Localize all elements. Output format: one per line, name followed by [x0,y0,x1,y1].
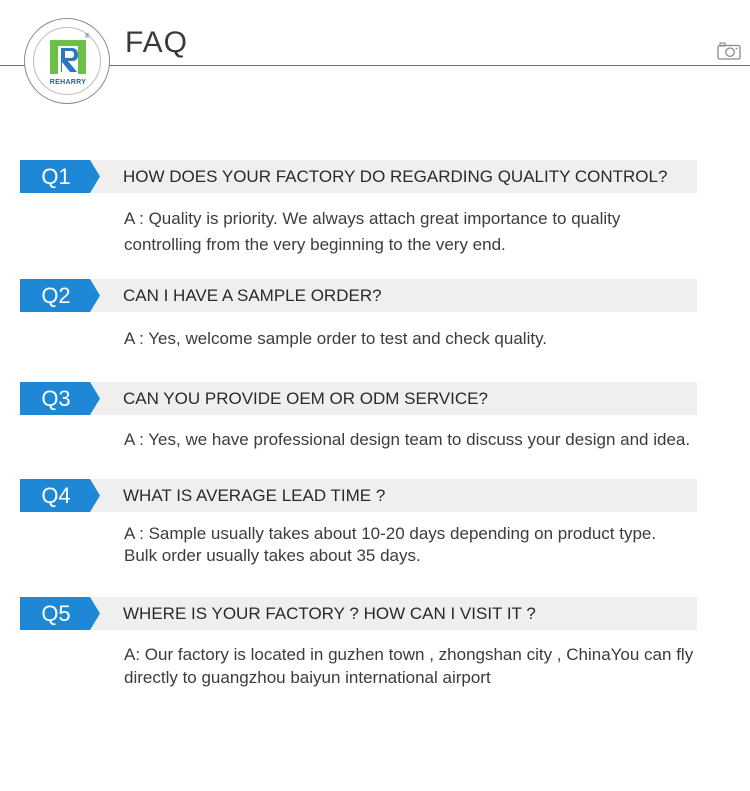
logo-text: REHARRY [49,79,87,86]
answer-line: A : Yes, welcome sample order to test and check quality. [124,329,548,348]
question-tag [20,160,100,193]
page-title: FAQ [125,26,189,59]
question-tag [20,279,100,312]
answer-text [124,327,724,351]
question-number: Q4 [41,483,71,508]
answer-line: A: Our factory is located in guzhen town , zhongshan city , ChinaYou can fly [124,645,694,664]
question-text: CAN YOU PROVIDE OEM OR ODM SERVICE? [123,389,488,408]
question-number: Q2 [41,283,71,308]
question-text: HOW DOES YOUR FACTORY DO REGARDING QUALITY CONTROL? [123,167,668,186]
camera-icon[interactable] [717,42,741,60]
answer-line: controlling from the very beginning to the very end. [124,235,506,254]
question-number: Q3 [41,386,71,411]
answer-text [124,643,739,689]
answer-line: A : Sample usually takes about 10-20 days depending on product type. [124,524,657,543]
brand-logo [24,18,110,104]
question-number: Q5 [41,601,71,626]
answer-line: A : Quality is priority. We always attach great importance to quality [124,209,621,228]
question-tag [20,597,100,630]
answer-text [124,523,724,567]
question-tag [20,382,100,415]
answer-line: directly to guangzhou baiyun international airport [124,668,491,687]
logo-registered-mark: ® [85,34,90,40]
question-number: Q1 [41,164,71,189]
question-text: WHAT IS AVERAGE LEAD TIME ? [123,486,386,505]
answer-line: A : Yes, we have professional design team to discuss your design and idea. [124,430,691,449]
question-text: CAN I HAVE A SAMPLE ORDER? [123,286,382,305]
answer-text [124,428,734,452]
logo-badge [33,27,101,95]
answer-text [124,207,724,257]
question-tag [20,479,100,512]
answer-line: Bulk order usually takes about 35 days. [124,546,421,565]
logo-mark-icon [47,36,89,78]
header-divider [0,65,750,66]
question-text: WHERE IS YOUR FACTORY ? HOW CAN I VISIT IT ? [123,604,536,623]
